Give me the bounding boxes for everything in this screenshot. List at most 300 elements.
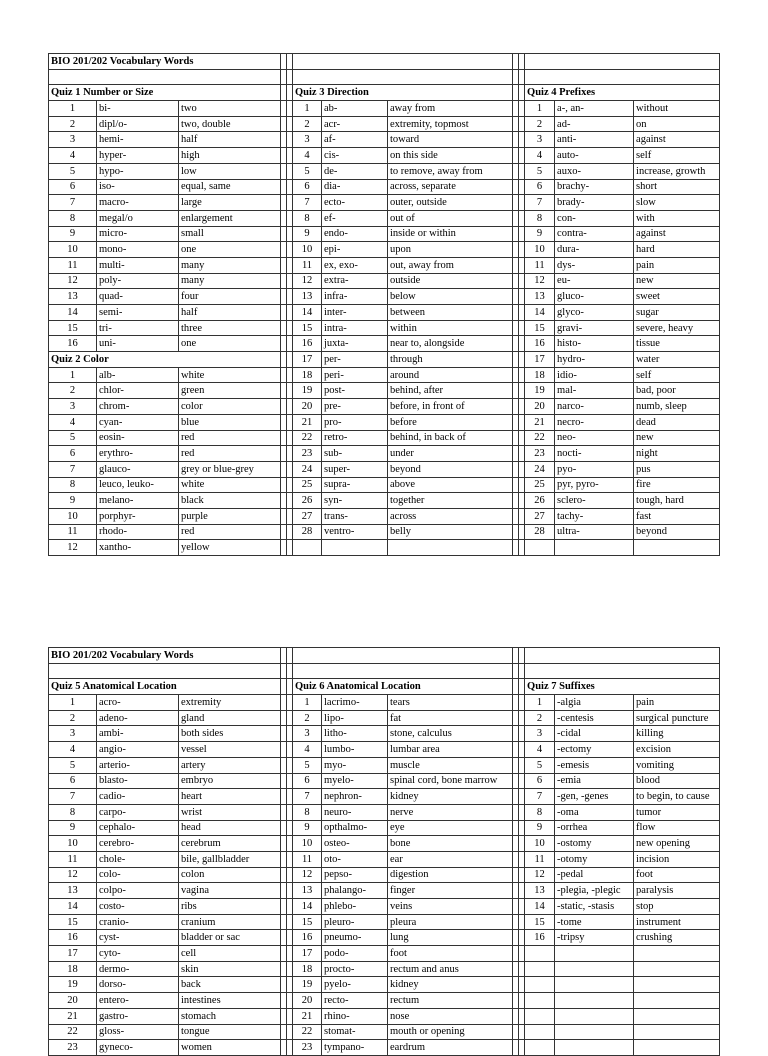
word-part: super- (322, 461, 388, 477)
word-meaning: yellow (179, 540, 281, 556)
empty-cell (525, 961, 555, 977)
vocab-row (49, 273, 720, 289)
word-part: quad- (97, 289, 179, 305)
word-part: dipl/o- (97, 116, 179, 132)
word-meaning: incision (634, 851, 720, 867)
word-part: af- (322, 132, 388, 148)
vocab-row (49, 883, 720, 899)
word-meaning: around (388, 367, 513, 383)
word-meaning: near to, alongside (388, 336, 513, 352)
vocab-row (49, 352, 720, 368)
empty-cell (555, 540, 634, 556)
item-number: 11 (525, 257, 555, 273)
word-part: micro- (97, 226, 179, 242)
empty-cell (322, 540, 388, 556)
word-part: idio- (555, 367, 634, 383)
word-meaning: blue (179, 414, 281, 430)
item-number: 15 (293, 914, 322, 930)
item-number: 3 (293, 132, 322, 148)
item-number: 22 (293, 1024, 322, 1040)
item-number: 6 (49, 446, 97, 462)
quiz-heading: Quiz 4 Prefixes (525, 85, 720, 101)
item-number: 14 (293, 305, 322, 321)
item-number: 11 (49, 524, 97, 540)
empty-cell (634, 1040, 720, 1056)
vocab-row (49, 85, 720, 101)
item-number: 1 (49, 367, 97, 383)
word-meaning: belly (388, 524, 513, 540)
word-meaning: four (179, 289, 281, 305)
word-part: cyan- (97, 414, 179, 430)
word-meaning: new opening (634, 836, 720, 852)
word-meaning: upon (388, 242, 513, 258)
empty-cell (525, 69, 720, 85)
word-part: rhodo- (97, 524, 179, 540)
item-number: 27 (293, 508, 322, 524)
vocab-row (49, 383, 720, 399)
item-number: 4 (49, 148, 97, 164)
item-number: 5 (293, 163, 322, 179)
word-part: -ostomy (555, 836, 634, 852)
word-part: ecto- (322, 195, 388, 211)
word-meaning: one (179, 336, 281, 352)
word-part: contra- (555, 226, 634, 242)
word-meaning: on this side (388, 148, 513, 164)
word-part: -static, -stasis (555, 899, 634, 915)
word-meaning: black (179, 493, 281, 509)
vocab-row (49, 163, 720, 179)
word-part: dura- (555, 242, 634, 258)
item-number: 7 (525, 195, 555, 211)
item-number: 17 (525, 352, 555, 368)
empty-cell (525, 993, 555, 1009)
word-part: auto- (555, 148, 634, 164)
word-meaning: stone, calculus (388, 726, 513, 742)
item-number: 18 (293, 961, 322, 977)
word-part: auxo- (555, 163, 634, 179)
empty-cell (634, 540, 720, 556)
word-meaning: high (179, 148, 281, 164)
word-meaning: without (634, 101, 720, 117)
item-number: 18 (525, 367, 555, 383)
word-part: sclero- (555, 493, 634, 509)
word-meaning: large (179, 195, 281, 211)
word-meaning: ear (388, 851, 513, 867)
word-meaning: spinal cord, bone marrow (388, 773, 513, 789)
item-number: 17 (293, 352, 322, 368)
word-meaning: flow (634, 820, 720, 836)
word-meaning: tongue (179, 1024, 281, 1040)
vocab-row (49, 946, 720, 962)
item-number: 19 (293, 383, 322, 399)
word-meaning: to begin, to cause (634, 789, 720, 805)
vocab-row (49, 679, 720, 695)
vocab-row (49, 508, 720, 524)
quiz-heading: Quiz 2 Color (49, 352, 281, 368)
word-part: glauco- (97, 461, 179, 477)
item-number: 3 (49, 726, 97, 742)
item-number: 6 (293, 773, 322, 789)
word-meaning: between (388, 305, 513, 321)
word-part: phalango- (322, 883, 388, 899)
word-part: adeno- (97, 710, 179, 726)
item-number: 8 (293, 804, 322, 820)
word-part: macro- (97, 195, 179, 211)
item-number: 6 (293, 179, 322, 195)
word-part: peri- (322, 367, 388, 383)
word-part: -orrhea (555, 820, 634, 836)
vocab-row (49, 320, 720, 336)
item-number: 4 (293, 148, 322, 164)
word-meaning: color (179, 399, 281, 415)
item-number: 13 (293, 883, 322, 899)
vocab-row (49, 899, 720, 915)
word-meaning: above (388, 477, 513, 493)
item-number: 7 (525, 789, 555, 805)
word-part: colpo- (97, 883, 179, 899)
word-meaning: sweet (634, 289, 720, 305)
word-part: phlebo- (322, 899, 388, 915)
word-part: -pedal (555, 867, 634, 883)
item-number: 5 (49, 757, 97, 773)
word-part: -oma (555, 804, 634, 820)
word-part: -cidal (555, 726, 634, 742)
word-meaning: one (179, 242, 281, 258)
word-part: porphyr- (97, 508, 179, 524)
item-number: 13 (49, 289, 97, 305)
vocab-row (49, 836, 720, 852)
word-meaning: to remove, away from (388, 163, 513, 179)
item-number: 8 (293, 210, 322, 226)
word-meaning: cranium (179, 914, 281, 930)
item-number: 24 (525, 461, 555, 477)
word-meaning: tough, hard (634, 493, 720, 509)
word-meaning: extremity (179, 695, 281, 711)
vocab-row (49, 1040, 720, 1056)
vocab-row (49, 493, 720, 509)
word-meaning: many (179, 273, 281, 289)
vocab-row (49, 210, 720, 226)
item-number: 8 (525, 804, 555, 820)
vocab-table-body-bottom (49, 648, 720, 1056)
word-meaning: white (179, 477, 281, 493)
word-part: trans- (322, 508, 388, 524)
word-meaning: fire (634, 477, 720, 493)
word-meaning: across, separate (388, 179, 513, 195)
word-part: per- (322, 352, 388, 368)
word-meaning: through (388, 352, 513, 368)
empty-cell (634, 977, 720, 993)
item-number: 6 (49, 179, 97, 195)
empty-cell (525, 1024, 555, 1040)
word-meaning: vomiting (634, 757, 720, 773)
item-number: 9 (49, 820, 97, 836)
word-part: retro- (322, 430, 388, 446)
word-meaning: ribs (179, 899, 281, 915)
word-meaning: muscle (388, 757, 513, 773)
item-number: 12 (49, 273, 97, 289)
empty-cell (555, 946, 634, 962)
empty-cell (293, 663, 513, 679)
vocab-row (49, 195, 720, 211)
quiz-heading: Quiz 7 Suffixes (525, 679, 720, 695)
quiz-heading: Quiz 1 Number or Size (49, 85, 281, 101)
item-number: 15 (49, 914, 97, 930)
word-part: erythro- (97, 446, 179, 462)
item-number: 7 (49, 789, 97, 805)
item-number: 19 (49, 977, 97, 993)
word-part: sub- (322, 446, 388, 462)
item-number: 5 (293, 757, 322, 773)
word-meaning: extremity, topmost (388, 116, 513, 132)
word-meaning: with (634, 210, 720, 226)
word-meaning: pus (634, 461, 720, 477)
item-number: 16 (525, 930, 555, 946)
item-number: 15 (525, 914, 555, 930)
empty-cell (634, 961, 720, 977)
word-part: procto- (322, 961, 388, 977)
word-part: eosin- (97, 430, 179, 446)
item-number: 15 (293, 320, 322, 336)
item-number: 9 (293, 226, 322, 242)
word-meaning: digestion (388, 867, 513, 883)
word-meaning: rectum and anus (388, 961, 513, 977)
word-part: uni- (97, 336, 179, 352)
empty-cell (525, 977, 555, 993)
item-number: 20 (293, 399, 322, 415)
word-meaning: below (388, 289, 513, 305)
word-meaning: instrument (634, 914, 720, 930)
word-meaning: new (634, 430, 720, 446)
word-meaning: before (388, 414, 513, 430)
word-part: hydro- (555, 352, 634, 368)
word-meaning: red (179, 524, 281, 540)
empty-cell (293, 69, 513, 85)
word-meaning: rectum (388, 993, 513, 1009)
word-meaning: increase, growth (634, 163, 720, 179)
item-number: 4 (49, 414, 97, 430)
vocab-row (49, 148, 720, 164)
word-meaning: foot (634, 867, 720, 883)
vocab-row (49, 524, 720, 540)
word-meaning: out of (388, 210, 513, 226)
word-meaning: across (388, 508, 513, 524)
vocab-row (49, 257, 720, 273)
item-number: 24 (293, 461, 322, 477)
word-part: nephron- (322, 789, 388, 805)
sheet-title: BIO 201/202 Vocabulary Words (49, 648, 281, 664)
vocab-row (49, 305, 720, 321)
word-part: con- (555, 210, 634, 226)
item-number: 16 (293, 930, 322, 946)
item-number: 2 (49, 116, 97, 132)
item-number: 8 (49, 804, 97, 820)
word-meaning: gland (179, 710, 281, 726)
vocab-row (49, 757, 720, 773)
word-meaning: blood (634, 773, 720, 789)
word-part: -otomy (555, 851, 634, 867)
empty-cell (49, 663, 281, 679)
item-number: 13 (49, 883, 97, 899)
word-part: pyr, pyro- (555, 477, 634, 493)
item-number: 11 (525, 851, 555, 867)
word-part: gloss- (97, 1024, 179, 1040)
word-meaning: bladder or sac (179, 930, 281, 946)
word-meaning: tears (388, 695, 513, 711)
word-part: -gen, -genes (555, 789, 634, 805)
item-number: 25 (525, 477, 555, 493)
word-part: cerebro- (97, 836, 179, 852)
empty-cell (525, 648, 720, 664)
word-part: -centesis (555, 710, 634, 726)
item-number: 2 (49, 383, 97, 399)
word-part: pyelo- (322, 977, 388, 993)
word-part: iso- (97, 179, 179, 195)
item-number: 16 (525, 336, 555, 352)
word-meaning: small (179, 226, 281, 242)
word-part: acro- (97, 695, 179, 711)
word-meaning: eye (388, 820, 513, 836)
word-meaning: slow (634, 195, 720, 211)
word-part: necro- (555, 414, 634, 430)
item-number: 12 (49, 540, 97, 556)
item-number: 3 (49, 132, 97, 148)
word-meaning: beyond (388, 461, 513, 477)
word-part: ultra- (555, 524, 634, 540)
word-part: -ectomy (555, 742, 634, 758)
item-number: 20 (525, 399, 555, 415)
word-part: -algia (555, 695, 634, 711)
word-part: intra- (322, 320, 388, 336)
word-part: lumbo- (322, 742, 388, 758)
item-number: 10 (525, 836, 555, 852)
word-part: pepso- (322, 867, 388, 883)
empty-cell (634, 1024, 720, 1040)
item-number: 2 (293, 116, 322, 132)
word-meaning: artery (179, 757, 281, 773)
word-meaning: kidney (388, 789, 513, 805)
word-meaning: red (179, 430, 281, 446)
item-number: 4 (525, 742, 555, 758)
word-meaning: self (634, 367, 720, 383)
word-part: cyto- (97, 946, 179, 962)
word-part: dorso- (97, 977, 179, 993)
item-number: 21 (293, 414, 322, 430)
vocab-row (49, 710, 720, 726)
word-part: bi- (97, 101, 179, 117)
word-part: supra- (322, 477, 388, 493)
vocab-row (49, 414, 720, 430)
item-number: 5 (525, 757, 555, 773)
word-part: ventro- (322, 524, 388, 540)
item-number: 1 (525, 101, 555, 117)
word-part: opthalmo- (322, 820, 388, 836)
vocab-row (49, 446, 720, 462)
vocab-row (49, 336, 720, 352)
item-number: 23 (293, 446, 322, 462)
item-number: 11 (49, 851, 97, 867)
word-part: mono- (97, 242, 179, 258)
vocab-row (49, 399, 720, 415)
empty-cell (634, 1008, 720, 1024)
item-number: 14 (525, 305, 555, 321)
word-meaning: women (179, 1040, 281, 1056)
word-meaning: sugar (634, 305, 720, 321)
word-meaning: pleura (388, 914, 513, 930)
item-number: 1 (293, 101, 322, 117)
word-meaning: on (634, 116, 720, 132)
word-part: gyneco- (97, 1040, 179, 1056)
word-part: carpo- (97, 804, 179, 820)
word-part: infra- (322, 289, 388, 305)
word-part: myo- (322, 757, 388, 773)
word-meaning: half (179, 132, 281, 148)
word-part: brady- (555, 195, 634, 211)
item-number: 20 (293, 993, 322, 1009)
item-number: 4 (525, 148, 555, 164)
word-part: chrom- (97, 399, 179, 415)
word-meaning: crushing (634, 930, 720, 946)
quiz-heading: Quiz 3 Direction (293, 85, 513, 101)
word-part: cadio- (97, 789, 179, 805)
word-meaning: foot (388, 946, 513, 962)
vocab-row (49, 289, 720, 305)
vocab-row (49, 461, 720, 477)
word-part: hypo- (97, 163, 179, 179)
item-number: 13 (525, 883, 555, 899)
empty-cell (388, 540, 513, 556)
word-meaning: toward (388, 132, 513, 148)
word-part: -tripsy (555, 930, 634, 946)
item-number: 3 (49, 399, 97, 415)
word-part: neuro- (322, 804, 388, 820)
word-part: chlor- (97, 383, 179, 399)
item-number: 11 (293, 851, 322, 867)
item-number: 21 (525, 414, 555, 430)
vocab-row (49, 804, 720, 820)
word-meaning: bile, gallbladder (179, 851, 281, 867)
word-meaning: dead (634, 414, 720, 430)
item-number: 1 (49, 101, 97, 117)
word-part: cephalo- (97, 820, 179, 836)
item-number: 7 (293, 195, 322, 211)
item-number: 5 (49, 430, 97, 446)
word-meaning: red (179, 446, 281, 462)
word-part: tachy- (555, 508, 634, 524)
item-number: 26 (293, 493, 322, 509)
word-part: extra- (322, 273, 388, 289)
empty-cell (555, 961, 634, 977)
item-number: 3 (525, 726, 555, 742)
item-number: 18 (293, 367, 322, 383)
word-meaning: tumor (634, 804, 720, 820)
word-meaning: mouth or opening (388, 1024, 513, 1040)
word-meaning: fat (388, 710, 513, 726)
word-meaning: against (634, 132, 720, 148)
item-number: 28 (525, 524, 555, 540)
word-part: hyper- (97, 148, 179, 164)
item-number: 6 (49, 773, 97, 789)
word-meaning: two (179, 101, 281, 117)
word-meaning: both sides (179, 726, 281, 742)
word-part: pre- (322, 399, 388, 415)
word-meaning: excision (634, 742, 720, 758)
item-number: 20 (49, 993, 97, 1009)
item-number: 18 (49, 961, 97, 977)
vocab-row (49, 1024, 720, 1040)
item-number: 10 (525, 242, 555, 258)
word-part: anti- (555, 132, 634, 148)
